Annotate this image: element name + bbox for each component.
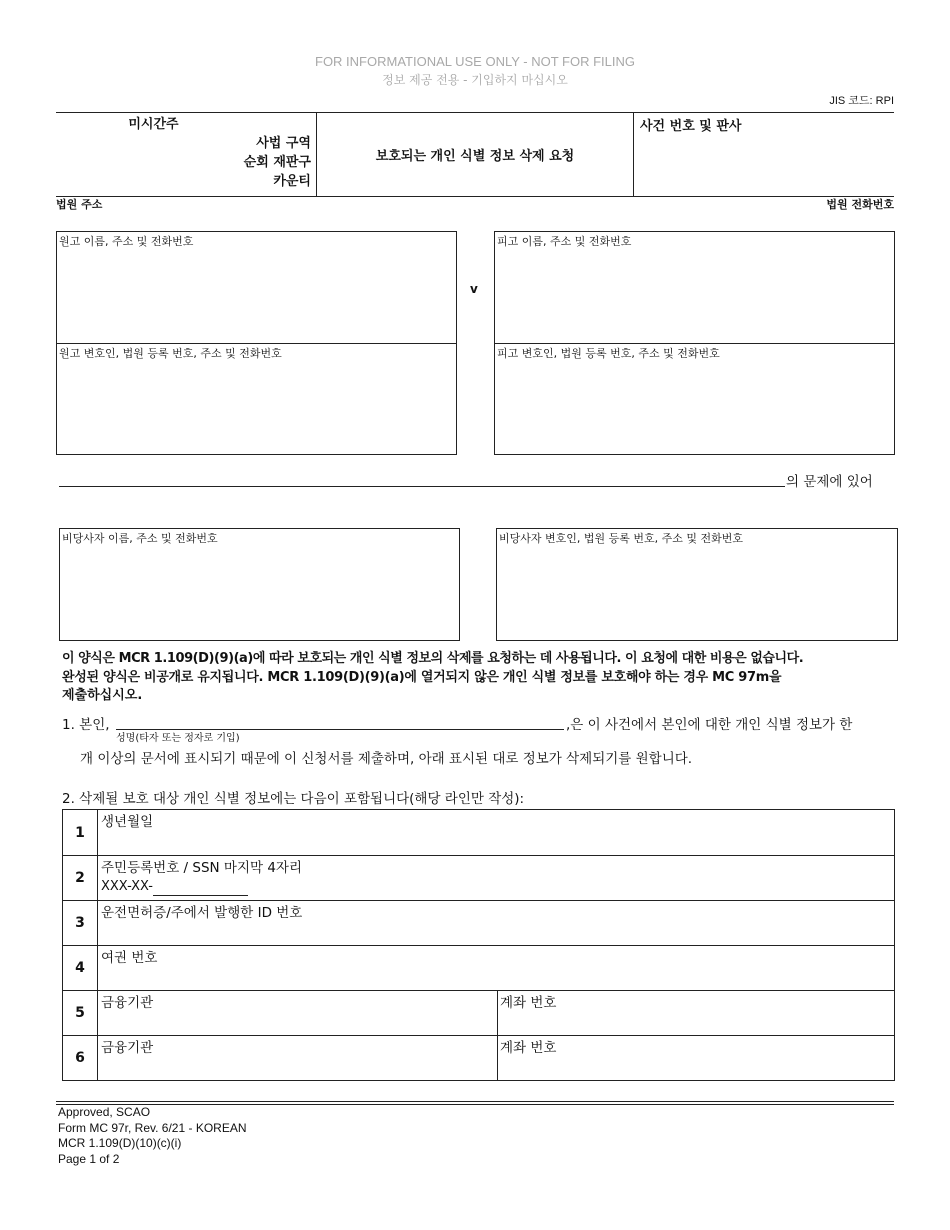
account-number-label: 계좌 번호 xyxy=(500,995,557,1011)
circuit-label: 순회 재판구 xyxy=(243,155,311,170)
plaintiff-field[interactable] xyxy=(56,231,457,344)
defendant-attorney-field[interactable] xyxy=(494,343,895,455)
defendant-attorney-label: 피고 변호인, 법원 등록 번호, 주소 및 전화번호 xyxy=(497,347,720,360)
jis-code: JIS 코드: RPI xyxy=(829,95,894,107)
row-label: 금융기관 xyxy=(101,1040,154,1056)
notice-line-2: 완성된 양식은 비공개로 유지됩니다. MCR 1.109(D)(9)(a)에 열거되지 않은 개인 식별 정보를 보호해야 하는 경우 MC 97m을 xyxy=(62,669,782,685)
district-label: 사법 구역 xyxy=(256,136,311,151)
footer-approved: Approved, SCAO xyxy=(58,1105,151,1119)
row-label: 주민등록번호 / SSN 마지막 4자리 xyxy=(101,860,302,876)
nonparty-attorney-field[interactable] xyxy=(496,528,898,641)
row-label: 운전면허증/주에서 발행한 ID 번호 xyxy=(101,905,303,921)
row-label: 생년월일 xyxy=(101,814,154,830)
row-number: 1 xyxy=(63,810,98,855)
item1-prefix: 1. 본인, xyxy=(62,717,110,733)
nonparty-label: 비당사자 이름, 주소 및 전화번호 xyxy=(62,532,218,545)
row-number: 3 xyxy=(63,901,98,945)
plaintiff-attorney-label: 원고 변호인, 법원 등록 번호, 주소 및 전화번호 xyxy=(59,347,282,360)
footer-rule xyxy=(56,1101,894,1102)
plaintiff-attorney-field[interactable] xyxy=(56,343,457,455)
pii-row-financial-1[interactable] xyxy=(63,990,894,1035)
form-footer xyxy=(58,1105,247,1167)
notice-line-1: 이 양식은 MCR 1.109(D)(9)(a)에 따라 보호되는 개인 식별 정보의 삭제를 요청하는 데 사용됩니다. 이 요청에 대한 비용은 없습니다. xyxy=(62,651,804,666)
matter-of-input-line[interactable] xyxy=(59,486,785,487)
court-jurisdiction xyxy=(56,113,317,196)
pii-row-financial-2[interactable] xyxy=(63,1035,894,1080)
nonparty-attorney-label: 비당사자 변호인, 법원 등록 번호, 주소 및 전화번호 xyxy=(499,532,743,545)
row-number: 2 xyxy=(63,856,98,900)
pii-table xyxy=(62,809,895,1081)
footer-court-rule: MCR 1.109(D)(10)(c)(i) xyxy=(58,1136,182,1150)
row-label: 금융기관 xyxy=(101,995,154,1011)
pii-row-ssn[interactable] xyxy=(63,855,894,900)
form-notice xyxy=(62,650,902,706)
row-number: 4 xyxy=(63,946,98,990)
item1-line-2: 개 이상의 문서에 표시되기 때문에 이 신청서를 제출하며, 아래 표시된 대로 정보가 삭제되기를 원합니다. xyxy=(80,751,693,767)
case-number-field[interactable] xyxy=(634,113,894,196)
pii-row-drivers-license[interactable] xyxy=(63,900,894,945)
nonparty-field[interactable] xyxy=(59,528,460,641)
row-number: 6 xyxy=(63,1036,98,1080)
pii-row-birthdate[interactable] xyxy=(63,810,894,855)
case-number-label: 사건 번호 및 판사 xyxy=(640,119,742,134)
court-address-label: 법원 주소 xyxy=(56,198,103,211)
pii-row-passport[interactable] xyxy=(63,945,894,990)
column-divider xyxy=(497,1036,498,1080)
defendant-field[interactable] xyxy=(494,231,895,344)
notice-line-3: 제출하십시오. xyxy=(62,688,143,703)
column-divider xyxy=(497,991,498,1035)
plaintiff-label: 원고 이름, 주소 및 전화번호 xyxy=(59,235,194,248)
court-phone-label: 법원 전화번호 xyxy=(826,198,894,211)
watermark-line-1: FOR INFORMATIONAL USE ONLY - NOT FOR FILING xyxy=(315,54,635,69)
form-header xyxy=(56,112,894,197)
versus-label: v xyxy=(470,282,478,296)
applicant-name-caption: 성명(타자 또는 정자로 기입) xyxy=(116,733,240,744)
ssn-prefix: XXX-XX- xyxy=(101,879,153,894)
item1-suffix: ,은 이 사건에서 본인에 대한 개인 식별 정보가 한 xyxy=(566,717,853,733)
defendant-label: 피고 이름, 주소 및 전화번호 xyxy=(497,235,632,248)
account-number-label: 계좌 번호 xyxy=(500,1040,557,1056)
county-label: 카운티 xyxy=(273,174,311,189)
state-name: 미시간주 xyxy=(128,117,179,132)
footer-page-number: Page 1 of 2 xyxy=(58,1151,120,1166)
watermark-line-2: 정보 제공 전용 - 기입하지 마십시오 xyxy=(382,73,568,87)
item2-text: 2. 삭제될 보호 대상 개인 식별 정보에는 다음이 포함됩니다(해당 라인만 작성): xyxy=(62,791,525,807)
ssn-last4-input-line[interactable] xyxy=(153,895,248,896)
row-label: 여권 번호 xyxy=(101,950,158,966)
matter-of-label: 의 문제에 있어 xyxy=(786,474,873,490)
row-number: 5 xyxy=(63,991,98,1035)
footer-form-number: Form MC 97r, Rev. 6/21 - KOREAN xyxy=(58,1120,247,1135)
form-title: 보호되는 개인 식별 정보 삭제 요청 xyxy=(317,113,634,196)
